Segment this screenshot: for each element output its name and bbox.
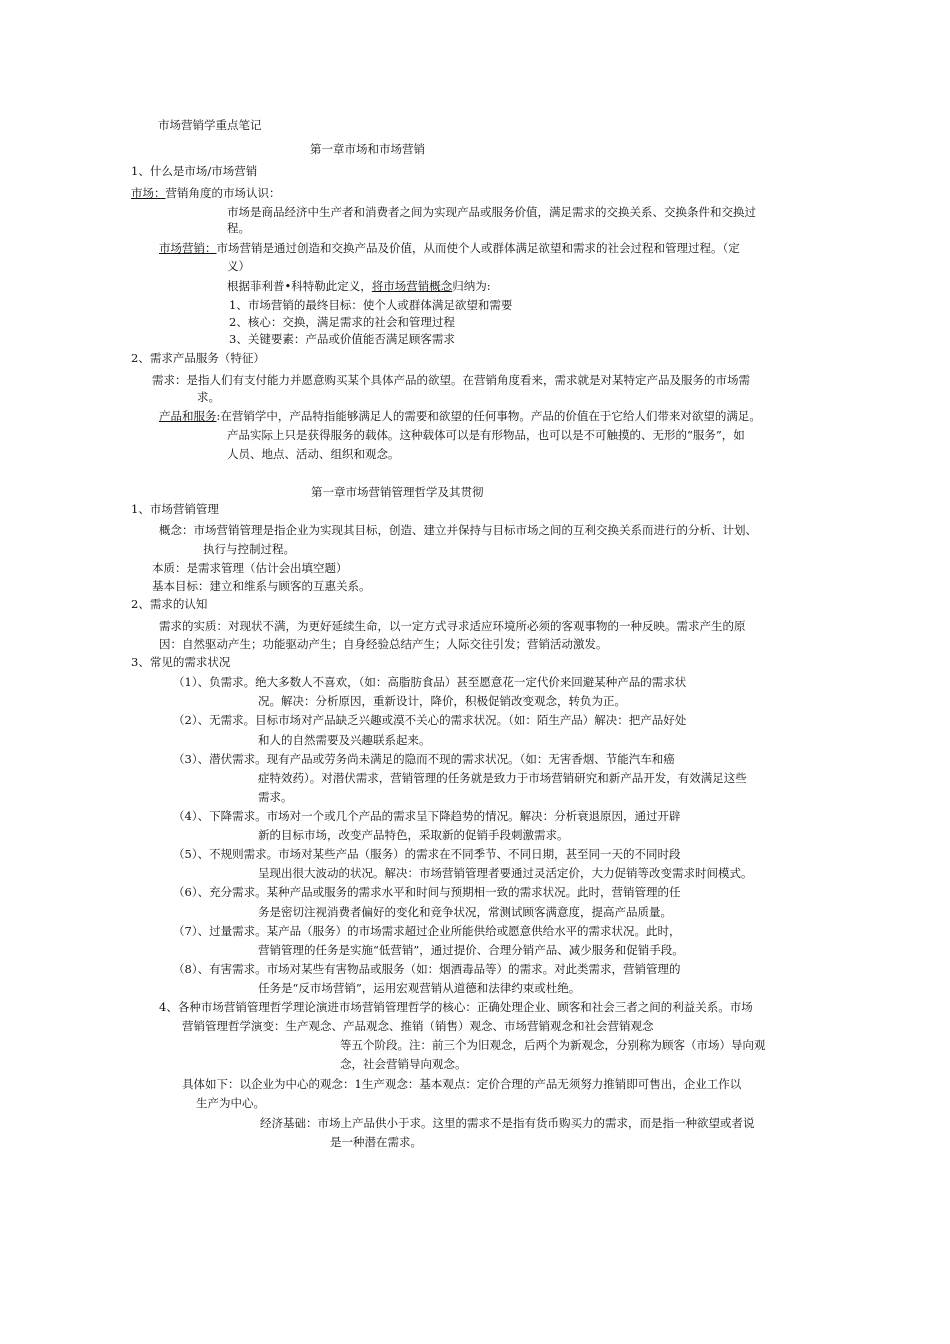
market-label-rest: 营销角度的市场认识： xyxy=(165,186,281,200)
state-4-line-2: 新的目标市场，改变产品特色，采取新的促销手段刺激需求。 xyxy=(258,828,569,842)
state-7-line-1: （7）、过量需求。某产品（服务）的市场需求超过企业所能供给或愿意供给水平的需求状况。此时， xyxy=(173,924,681,938)
state-2-line-1: （2）、无需求。目标市场对产品缺乏兴趣或漠不关心的需求状况。（如：陌生产品）解决：把产品好处 xyxy=(173,713,687,727)
state-1-line-2: 况。解决：分析原因，重新设计，降价，积极促销改变观念，转负为正。 xyxy=(258,694,626,708)
detail-line-2: 生产为中心。 xyxy=(196,1096,265,1110)
marketing-def-line-2: 义） xyxy=(227,259,250,273)
economic-basis-line-2: 是一种潜在需求。 xyxy=(330,1135,422,1149)
market-def-line-2: 程。 xyxy=(227,221,250,235)
section-2-4-line-3: 等五个阶段。注：前三个为旧观念，后两个为新观念，分别称为顾客（市场）导向观 xyxy=(340,1038,766,1052)
section-2-1-heading: 1、市场营销管理 xyxy=(131,502,219,516)
kotler-item-3: 3、关键要素：产品或价值能否满足顾客需求 xyxy=(229,332,455,346)
kotler-line xyxy=(227,278,491,294)
concept-line-1: 概念：市场营销管理是指企业为实现其目标，创造、建立并保持与目标市场之间的互利交换关系而进行的分析、计划、 xyxy=(159,523,757,537)
section-1-1-heading: 1、什么是市场/市场营销 xyxy=(131,164,258,178)
marketing-line xyxy=(159,240,740,256)
kotler-text-a: 根据菲利普•科特勒此定义， xyxy=(227,279,372,293)
kotler-item-1: 1、市场营销的最终目标：使个人或群体满足欲望和需要 xyxy=(229,298,513,312)
section-1-2-heading: 2、需求产品服务（特征） xyxy=(131,351,265,365)
market-def-line-1: 市场是商品经济中生产者和消费者之间为实现产品或服务价值，满足需求的交换关系、交换条件和交换过 xyxy=(227,205,756,219)
market-label: 市场： xyxy=(131,186,166,200)
product-service-label: 产品和服务 xyxy=(159,409,217,423)
state-6-line-1: （6）、充分需求。某种产品或服务的需求水平和时间与预期相一致的需求状况。此时，营销管理的任 xyxy=(173,885,681,899)
essence-line: 本质：是需求管理（估计会出填空题） xyxy=(152,561,348,575)
economic-basis-line-1: 经济基础：市场上产品供小于求。这里的需求不是指有货币购买力的需求，而是指一种欲望或者说 xyxy=(260,1116,755,1130)
doc-title: 市场营销学重点笔记 xyxy=(158,118,262,132)
market-line xyxy=(131,185,281,201)
chapter-2-title: 第一章市场营销管理哲学及其贯彻 xyxy=(311,485,484,499)
state-1-line-1: （1）、负需求。绝大多数人不喜欢，（如：高脂肪食品）甚至愿意花一定代价来回避某种产品的需求状 xyxy=(173,675,687,689)
product-service-line-2: 产品实际上只是获得服务的载体。这种载体可以是有形物品，也可以是不可触摸的、无形的“服务”，如 xyxy=(227,428,745,442)
state-3-line-3: 需求。 xyxy=(258,790,293,804)
marketing-def-1: 市场营销是通过创造和交换产品及价值，从而使个人或群体满足欲望和需求的社会过程和管理过程。（定 xyxy=(216,241,740,255)
marketing-label: 市场营销： xyxy=(159,241,217,255)
state-5-line-2: 呈现出很大波动的状况。解决：市场营销管理者要通过灵活定价，大力促销等改变需求时间模式。 xyxy=(258,866,753,880)
product-service-line-1 xyxy=(159,408,761,424)
state-4-line-1: （4）、下降需求。市场对一个或几个产品的需求呈下降趋势的情况。解决：分析衰退原因，通过开辟 xyxy=(173,809,681,823)
state-8-line-1: （8）、有害需求。市场对某些有害物品或服务（如：烟酒毒品等）的需求。对此类需求，营销管理的 xyxy=(173,962,681,976)
section-2-4-line-2: 营销管理哲学演变：生产观念、产品观念、推销（销售）观念、市场营销观念和社会营销观念 xyxy=(182,1019,654,1033)
goal-line: 基本目标：建立和维系与顾客的互惠关系。 xyxy=(152,579,371,593)
state-8-line-2: 任务是“反市场营销”，运用宏观营销从道德和法律约束或杜绝。 xyxy=(258,981,581,995)
state-7-line-2: 营销管理的任务是实施“低营销”，通过提价、合理分销产品、减少服务和促销手段。 xyxy=(258,943,684,957)
demand-line-1: 需求：是指人们有支付能力并愿意购买某个具体产品的欲望。在营销角度看来，需求就是对某特定产品及服务的市场需 xyxy=(152,373,750,387)
state-6-line-2: 务是密切注视消费者偏好的变化和竞争状况，常测试顾客满意度，提高产品质量。 xyxy=(258,905,672,919)
kotler-underlined: 将市场营销概念 xyxy=(371,279,453,293)
section-2-3-heading: 3、常见的需求状况 xyxy=(131,655,231,669)
section-2-4-line-4: 念，社会营销导向观念。 xyxy=(340,1057,467,1071)
concept-line-2: 执行与控制过程。 xyxy=(203,542,295,556)
state-2-line-2: 和人的自然需要及兴趣联系起来。 xyxy=(258,733,431,747)
product-service-text-1: :在营销学中，产品特指能够满足人的需要和欲望的任何事物。产品的价值在于它给人们带来对欲望的满足。 xyxy=(216,409,761,423)
recognition-line-1: 需求的实质：对现状不满，为更好延续生命，以一定方式寻求适应环境所必须的客观事物的一种反映。需求产生的原 xyxy=(159,619,746,633)
state-3-line-2: 症特效药）。对潜伏需求，营销管理的任务就是致力于市场营销研究和新产品开发，有效满足这些 xyxy=(258,771,747,785)
chapter-1-title: 第一章市场和市场营销 xyxy=(310,142,425,156)
demand-line-2: 求。 xyxy=(197,390,220,404)
kotler-text-b: 归纳为: xyxy=(452,279,491,293)
kotler-item-2: 2、核心：交换，满足需求的社会和管理过程 xyxy=(229,315,455,329)
section-2-2-heading: 2、需求的认知 xyxy=(131,597,208,611)
section-2-4-line-1: 4、各种市场营销管理哲学理论演进市场营销管理哲学的核心：正确处理企业、顾客和社会三者之间的利益关系。市场 xyxy=(159,1000,753,1014)
product-service-line-3: 人员、地点、活动、组织和观念。 xyxy=(227,447,400,461)
recognition-line-2: 因：自然驱动产生；功能驱动产生；自身经验总结产生；人际交往引发；营销活动激发。 xyxy=(159,637,608,651)
detail-line-1: 具体如下：以企业为中心的观念：1生产观念：基本观点：定价合理的产品无须努力推销即可售出，企业工作以 xyxy=(182,1077,742,1091)
state-3-line-1: （3）、潜伏需求。现有产品或劳务尚未满足的隐而不现的需求状况。（如：无害香烟、节能汽车和癌 xyxy=(173,752,675,766)
state-5-line-1: （5）、不规则需求。市场对某些产品（服务）的需求在不同季节、不同日期，甚至同一天的不同时段 xyxy=(173,847,681,861)
